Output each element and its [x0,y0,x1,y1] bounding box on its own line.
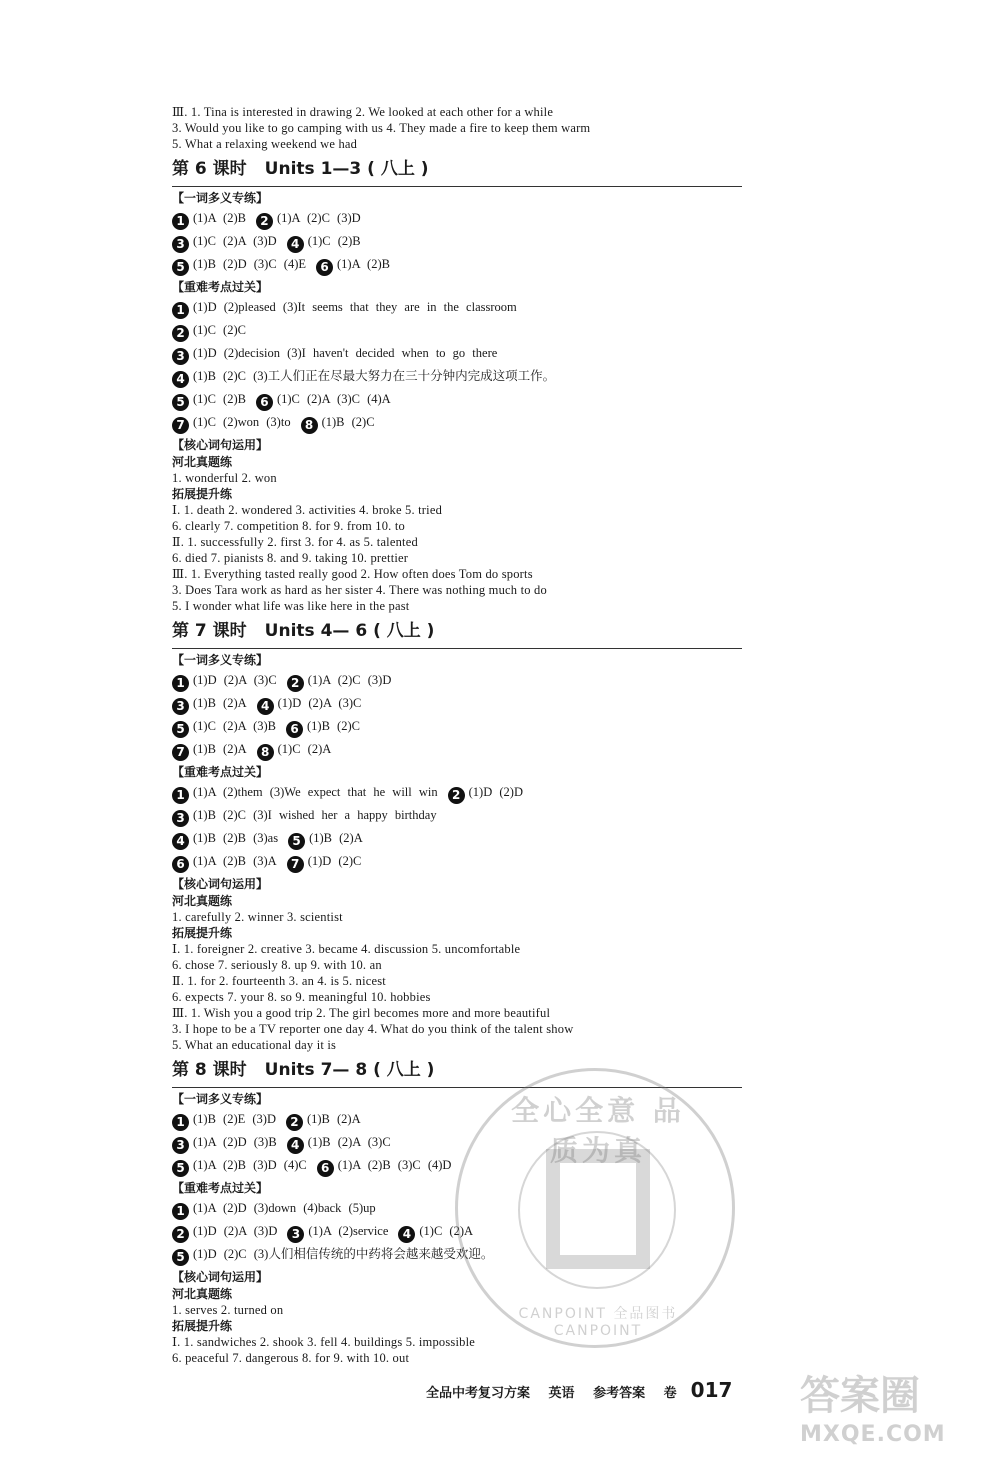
question-number-badge: 1 [172,302,189,319]
answer-row [172,669,742,692]
question-number-badge: 2 [448,787,465,804]
question-number-badge: 3 [172,236,189,253]
question-number-badge: 4 [287,236,304,253]
subsection-heading: 拓展提升练 [172,487,233,501]
lesson-units: Units 4— 6 ( 八上 ) [264,621,435,641]
answer-row [172,692,742,715]
subsection-heading: 河北真题练 [172,894,233,908]
answer-text: (1)B (2)E (3)D [193,1112,276,1126]
answer-row [172,207,742,230]
answer-row [172,230,742,253]
answer-text: (1)C (2)B [193,392,246,406]
watermark-logo-text: 答案圈 [800,1373,920,1419]
question-number-badge: 4 [172,371,189,388]
text-line: 6. expects 7. your 8. so 9. meaningful 10. hobbies [172,990,431,1004]
question-number-badge: 1 [172,1203,189,1220]
text-line: Ⅰ. 1. death 2. wondered 3. activities 4. broke 5. tried [172,503,443,517]
section-heading: 【重难考点过关】 [172,280,269,294]
question-number-badge: 6 [172,856,189,873]
lesson-number: 第 7 课时 [172,621,247,641]
question-number-badge: 3 [172,810,189,827]
answer-text: (1)D (2)A (3)C [193,673,277,687]
answer-text: (1)D (2)C (3)人们相信传统的中药将会越来越受欢迎。 [193,1247,494,1261]
answer-row [172,253,742,276]
text-line: 5. I wonder what life was like here in the past [172,599,410,613]
section-heading: 【核心词句运用】 [172,438,269,452]
subsection-heading: 河北真题练 [172,455,233,469]
answer-row [172,342,742,365]
answer-text: (1)B (2)C (3)工人们正在尽最大努力在三十分钟内完成这项工作。 [193,369,556,383]
question-number-badge: 3 [172,698,189,715]
question-number-badge: 5 [172,259,189,276]
answer-text: (1)C (2)won (3)to [193,415,291,429]
answer-text: (1)D (2)decision (3)I haven't decided when to go there [193,346,498,360]
question-number-badge: 3 [172,1137,189,1154]
text-line: 3. Would you like to go camping with us 4. They made a fire to keep them warm [172,121,591,135]
text-line: 5. What an educational day it is [172,1038,337,1052]
answer-text: (1)D (2)C [307,854,362,868]
answer-row [172,319,742,342]
answer-text: (1)A (2)B (3)A [193,854,277,868]
answer-text: (1)A (2)B [337,257,390,271]
answer-text: (1)B (2)C [307,719,360,733]
question-number-badge: 2 [286,1114,303,1131]
question-number-badge: 5 [288,833,305,850]
answer-text: (1)B (2)C (3)I wished her a happy birthday [193,808,437,822]
answer-text: (1)B (2)A [309,831,363,845]
answer-row [172,296,742,319]
section-heading: 【一词多义专练】 [172,653,269,667]
answer-text: (1)C (2)A (3)B [193,719,276,733]
text-line: Ⅲ. 1. Everything tasted really good 2. How often does Tom do sports [172,567,533,581]
stamp-emblem [546,1149,650,1269]
section-heading: 【重难考点过关】 [172,765,269,779]
lesson-units: Units 1—3 ( 八上 ) [264,159,429,179]
footer-section: 参考答案 [593,1386,646,1401]
section-heading: 【核心词句运用】 [172,877,269,891]
answer-text: (1)B (2)D (3)C (4)E [193,257,307,271]
answer-text: (1)A (2)service [308,1224,389,1238]
lesson-6 [172,156,742,614]
question-number-badge: 2 [287,675,304,692]
answer-row [172,850,742,873]
question-number-badge: 6 [317,1160,334,1177]
answer-text: (1)C (2)C [193,323,246,337]
footer-volume: 卷 [663,1386,677,1401]
text-line: Ⅲ. 1. Tina is interested in drawing 2. We looked at each other for a while [172,105,554,119]
answer-row [172,365,742,388]
question-number-badge: 1 [172,787,189,804]
question-number-badge: 6 [286,721,303,738]
question-number-badge: 6 [256,394,273,411]
question-number-badge: 7 [172,744,189,761]
section-heading: 【一词多义专练】 [172,191,269,205]
lesson-units: Units 7— 8 ( 八上 ) [264,1060,435,1080]
text-line: 1. serves 2. turned on [172,1303,284,1317]
page-footer [426,1378,732,1402]
question-number-badge: 1 [172,213,189,230]
text-line: 6. peaceful 7. dangerous 8. for 9. with 10. out [172,1351,410,1365]
text-line: Ⅰ. 1. sandwiches 2. shook 3. fell 4. buildings 5. impossible [172,1335,476,1349]
question-number-badge: 1 [172,675,189,692]
answer-text: (1)B (2)A (3)C [307,1135,391,1149]
text-line: 3. I hope to be a TV reporter one day 4. What do you think of the talent show [172,1022,574,1036]
answer-text: (1)A (2)B (3)C (4)D [337,1158,452,1172]
site-watermark [800,1372,980,1462]
answer-text: (1)D (2)pleased (3)It seems that they are in the classroom [193,300,517,314]
answer-text: (1)A (2)D (3)B [193,1135,277,1149]
footer-subject: 英语 [548,1386,575,1401]
answer-text: (1)D (2)D [468,785,523,799]
subsection-heading: 拓展提升练 [172,1319,233,1333]
question-number-badge: 1 [172,1114,189,1131]
section-heading: 【重难考点过关】 [172,1181,269,1195]
subsection-heading: 河北真题练 [172,1287,233,1301]
lesson-7 [172,618,742,1053]
question-number-badge: 4 [172,833,189,850]
answer-text: (1)A (2)C (3)D [307,673,392,687]
watermark-url: MXQE.COM [800,1422,946,1447]
answer-text: (1)B (2)C [321,415,375,429]
question-number-badge: 8 [301,417,318,434]
question-number-badge: 2 [172,1226,189,1243]
answer-text: (1)A (2)them (3)We expect that he will win [193,785,438,799]
answer-text: (1)C (2)A [419,1224,474,1238]
text-line: 6. clearly 7. competition 8. for 9. from 10. to [172,519,405,533]
publisher-stamp [455,1068,735,1348]
answer-row [172,804,742,827]
answer-text: (1)A (2)C (3)D [276,211,361,225]
text-line: Ⅱ. 1. successfully 2. first 3. for 4. as 5. talented [172,535,418,549]
answer-text: (1)B (2)A [193,696,247,710]
text-line: 3. Does Tara work as hard as her sister 4. There was nothing much to do [172,583,547,597]
question-number-badge: 4 [257,698,274,715]
answer-row [172,738,742,761]
section-heading: 【核心词句运用】 [172,1270,269,1284]
answer-row [172,715,742,738]
stamp-brand: CANPOINT 全品图书 CANPOINT [518,1306,678,1339]
subsection-heading: 拓展提升练 [172,926,233,940]
answer-text: (1)D (2)A (3)D [193,1224,278,1238]
answer-text: (1)A (2)D (3)down (4)back (5)up [193,1201,376,1215]
text-line: 1. carefully 2. winner 3. scientist [172,910,343,924]
question-number-badge: 3 [172,348,189,365]
text-line: Ⅰ. 1. foreigner 2. creative 3. became 4. discussion 5. uncomfortable [172,942,521,956]
question-number-badge: 5 [172,721,189,738]
question-number-badge: 2 [172,325,189,342]
text-line: 5. What a relaxing weekend we had [172,137,358,151]
page-number: 017 [690,1378,733,1402]
answer-text: (1)C (2)A [277,742,332,756]
answer-text: (1)A (2)B [193,211,246,225]
footer-book-title: 全品中考复习方案 [426,1386,531,1401]
question-number-badge: 4 [398,1226,415,1243]
lesson-heading [172,156,742,187]
question-number-badge: 7 [172,417,189,434]
answer-text: (1)B (2)A [306,1112,361,1126]
answer-row [172,388,742,411]
section-heading: 【一词多义专练】 [172,1092,269,1106]
question-number-badge: 8 [257,744,274,761]
question-number-badge: 6 [316,259,333,276]
text-line: Ⅱ. 1. for 2. fourteenth 3. an 4. is 5. nicest [172,974,386,988]
answer-text: (1)C (2)A (3)D [193,234,277,248]
answer-text: (1)B (2)B (3)as [193,831,279,845]
question-number-badge: 5 [172,1160,189,1177]
answer-text: (1)B (2)A [193,742,247,756]
text-line: Ⅲ. 1. Wish you a good trip 2. The girl becomes more and more beautiful [172,1006,551,1020]
question-number-badge: 5 [172,1249,189,1266]
text-line: 6. died 7. pianists 8. and 9. taking 10. prettier [172,551,409,565]
answer-row [172,827,742,850]
stamp-slogan: 全心全意 品质为真 [511,1094,685,1167]
question-number-badge: 7 [287,856,304,873]
answer-text: (1)D (2)A (3)C [277,696,362,710]
question-number-badge: 4 [287,1137,304,1154]
lesson-number: 第 6 课时 [172,159,247,179]
answer-row [172,781,742,804]
question-number-badge: 5 [172,394,189,411]
text-line: 6. chose 7. seriously 8. up 9. with 10. an [172,958,382,972]
lesson-number: 第 8 课时 [172,1060,247,1080]
answer-text: (1)C (2)A (3)C (4)A [276,392,391,406]
answer-text: (1)A (2)B (3)D (4)C [193,1158,307,1172]
answer-row [172,411,742,434]
text-line: 1. wonderful 2. won [172,471,277,485]
question-number-badge: 3 [287,1226,304,1243]
answer-text: (1)C (2)B [307,234,361,248]
question-number-badge: 2 [256,213,273,230]
lesson-heading [172,618,742,649]
